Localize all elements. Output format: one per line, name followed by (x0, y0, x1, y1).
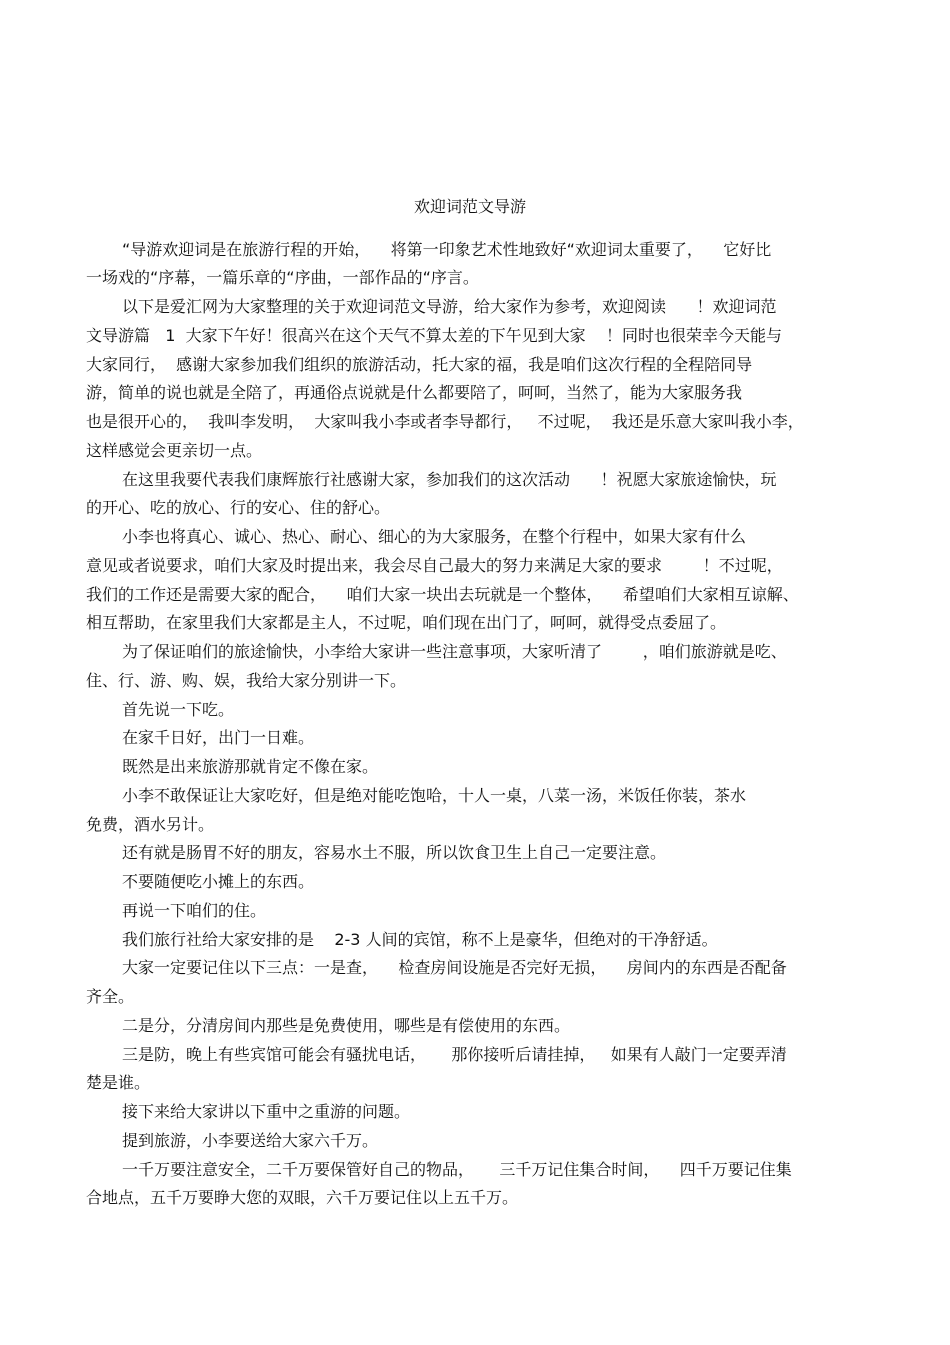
text-line: 游，简单的说也就是全陪了，再通俗点说就是什么都要陪了，呵呵，当然了，能为大家服务我 (86, 383, 743, 402)
text-line: 不要随便吃小摊上的东西。 (122, 872, 315, 891)
text-line: 意见或者说要求，咱们大家及时提出来，我会尽自己最大的努力来满足大家的要求 ！不过呢， (86, 556, 783, 575)
text-line: 文导游篇 1 大家下午好！很高兴在这个天气不算太差的下午见到大家 ！同时也很荣幸今天能与 (86, 326, 782, 345)
text-line: 我们旅行社给大家安排的是 2-3 人间的宾馆，称不上是豪华，但绝对的干净舒适。 (122, 930, 718, 949)
text-line: 首先说一下吃。 (122, 700, 235, 719)
text-line: 三是防，晚上有些宾馆可能会有骚扰电话， 那你接听后请挂掉， 如果有人敲门一定要弄清 (122, 1045, 787, 1064)
text-line: 还有就是肠胃不好的朋友，容易水土不服，所以饮食卫生上自己一定要注意。 (122, 843, 667, 862)
text-line: 我们的工作还是需要大家的配合， 咱们大家一块出去玩就是一个整体， 希望咱们大家相互谅解、 (86, 585, 799, 604)
text-line: 再说一下咱们的住。 (122, 901, 267, 920)
text-line: 也是很开心的， 我叫李发明， 大家叫我小李或者李导都行， 不过呢， 我还是乐意大家叫我小李， (86, 412, 804, 431)
text-line: 一千万要注意安全，二千万要保管好自己的物品， 三千万记住集合时间， 四千万要记住集 (122, 1160, 792, 1179)
text-line: 相互帮助，在家里我们大家都是主人，不过呢，咱们现在出门了，呵呵，就得受点委屈了。 (86, 613, 727, 632)
text-line: “导游欢迎词是在旅游行程的开始， 将第一印象艺术性地致好“欢迎词太重要了， 它好比 (122, 240, 772, 259)
text-line: 大家同行， 感谢大家参加我们组织的旅游活动，托大家的福，我是咱们这次行程的全程陪同导 (86, 355, 753, 374)
text-line: 既然是出来旅游那就肯定不像在家。 (122, 757, 379, 776)
text-line: 在家千日好，出门一日难。 (122, 728, 315, 747)
text-line: 的开心、吃的放心、行的安心、住的舒心。 (86, 498, 391, 517)
text-line: 小李也将真心、诚心、热心、耐心、细心的为大家服务，在整个行程中，如果大家有什么 (122, 527, 747, 546)
text-line: 楚是谁。 (86, 1073, 151, 1092)
text-line: 齐全。 (86, 987, 135, 1006)
text-line: 合地点，五千万要睁大您的双眼，六千万要记住以上五千万。 (86, 1188, 519, 1207)
text-line: 为了保证咱们的旅途愉快，小李给大家讲一些注意事项，大家听清了 ，咱们旅游就是吃、 (122, 642, 787, 661)
text-line: 这样感觉会更亲切一点。 (86, 441, 263, 460)
document-title: 欢迎词范文导游 (413, 197, 526, 216)
text-line: 住、行、游、购、娱，我给大家分别讲一下。 (86, 671, 407, 690)
text-line: 在这里我要代表我们康辉旅行社感谢大家，参加我们的这次活动 ！祝愿大家旅途愉快，玩 (122, 470, 777, 489)
text-line: 小李不敢保证让大家吃好，但是绝对能吃饱哈，十人一桌，八菜一汤，米饭任你装，茶水 (122, 786, 747, 805)
text-line: 二是分，分清房间内那些是免费使用，哪些是有偿使用的东西。 (122, 1016, 571, 1035)
text-line: 一场戏的“序幕，一篇乐章的“序曲，一部作品的“序言。 (86, 268, 479, 287)
text-line: 免费，酒水另计。 (86, 815, 215, 834)
text-line: 大家一定要记住以下三点：一是查， 检查房间设施是否完好无损， 房间内的东西是否配备 (122, 958, 787, 977)
text-line: 以下是爱汇网为大家整理的关于欢迎词范文导游，给大家作为参考，欢迎阅读 ！欢迎词范 (122, 297, 777, 316)
text-line: 接下来给大家讲以下重中之重游的问题。 (122, 1102, 411, 1121)
text-line: 提到旅游，小李要送给大家六千万。 (122, 1131, 379, 1150)
